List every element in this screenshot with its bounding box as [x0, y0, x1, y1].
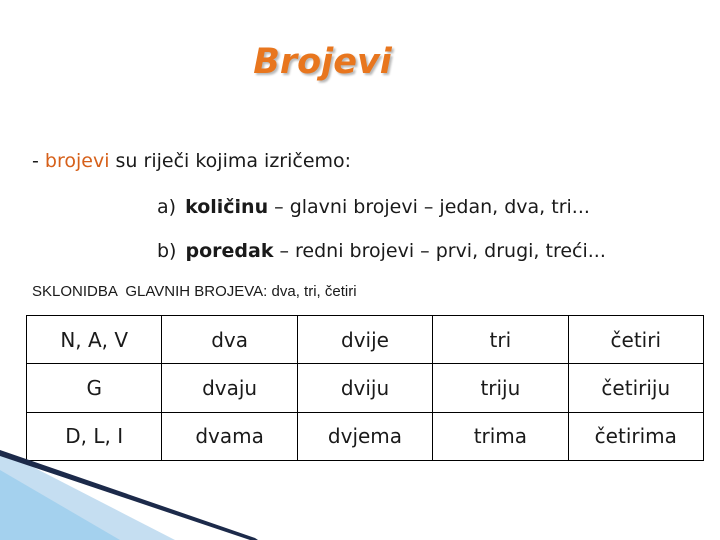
intro-dash: - [32, 150, 39, 172]
table-cell: četiriju [568, 364, 703, 412]
item-term: količinu [185, 196, 269, 218]
corner-decoration [0, 450, 260, 540]
item-label: b) [157, 240, 177, 262]
table-cell: triju [433, 364, 568, 412]
table-row [27, 364, 704, 412]
intro-line [32, 150, 351, 172]
table-cell: dvije [297, 316, 432, 364]
table-row [27, 316, 704, 364]
table-cell: četirima [568, 412, 703, 460]
table-cell: dvaju [162, 364, 297, 412]
page-title: Brojevi [253, 42, 392, 82]
list-item-quantity [157, 196, 590, 218]
table-cell: trima [433, 412, 568, 460]
table-cell: četiri [568, 316, 703, 364]
item-label: a) [157, 196, 177, 218]
intro-highlight: brojevi [44, 150, 110, 172]
table-cell: dva [162, 316, 297, 364]
item-term: poredak [185, 240, 274, 262]
table-cell: dvama [162, 412, 297, 460]
item-text: – redni brojevi – prvi, drugi, treći... [279, 240, 606, 262]
list-item-order [157, 240, 606, 262]
table-cell: dvjema [297, 412, 432, 460]
declension-table [26, 315, 704, 461]
case-cell: G [27, 364, 162, 412]
case-cell: D, L, I [27, 412, 162, 460]
intro-text: su riječi kojima izričemo: [115, 150, 352, 172]
item-text: – glavni brojevi – jedan, dva, tri... [274, 196, 590, 218]
table-caption: SKLONIDBA GLAVNIH BROJEVA: dva, tri, četiri [32, 283, 357, 300]
case-cell: N, A, V [27, 316, 162, 364]
table-cell: dviju [297, 364, 432, 412]
table-cell: tri [433, 316, 568, 364]
